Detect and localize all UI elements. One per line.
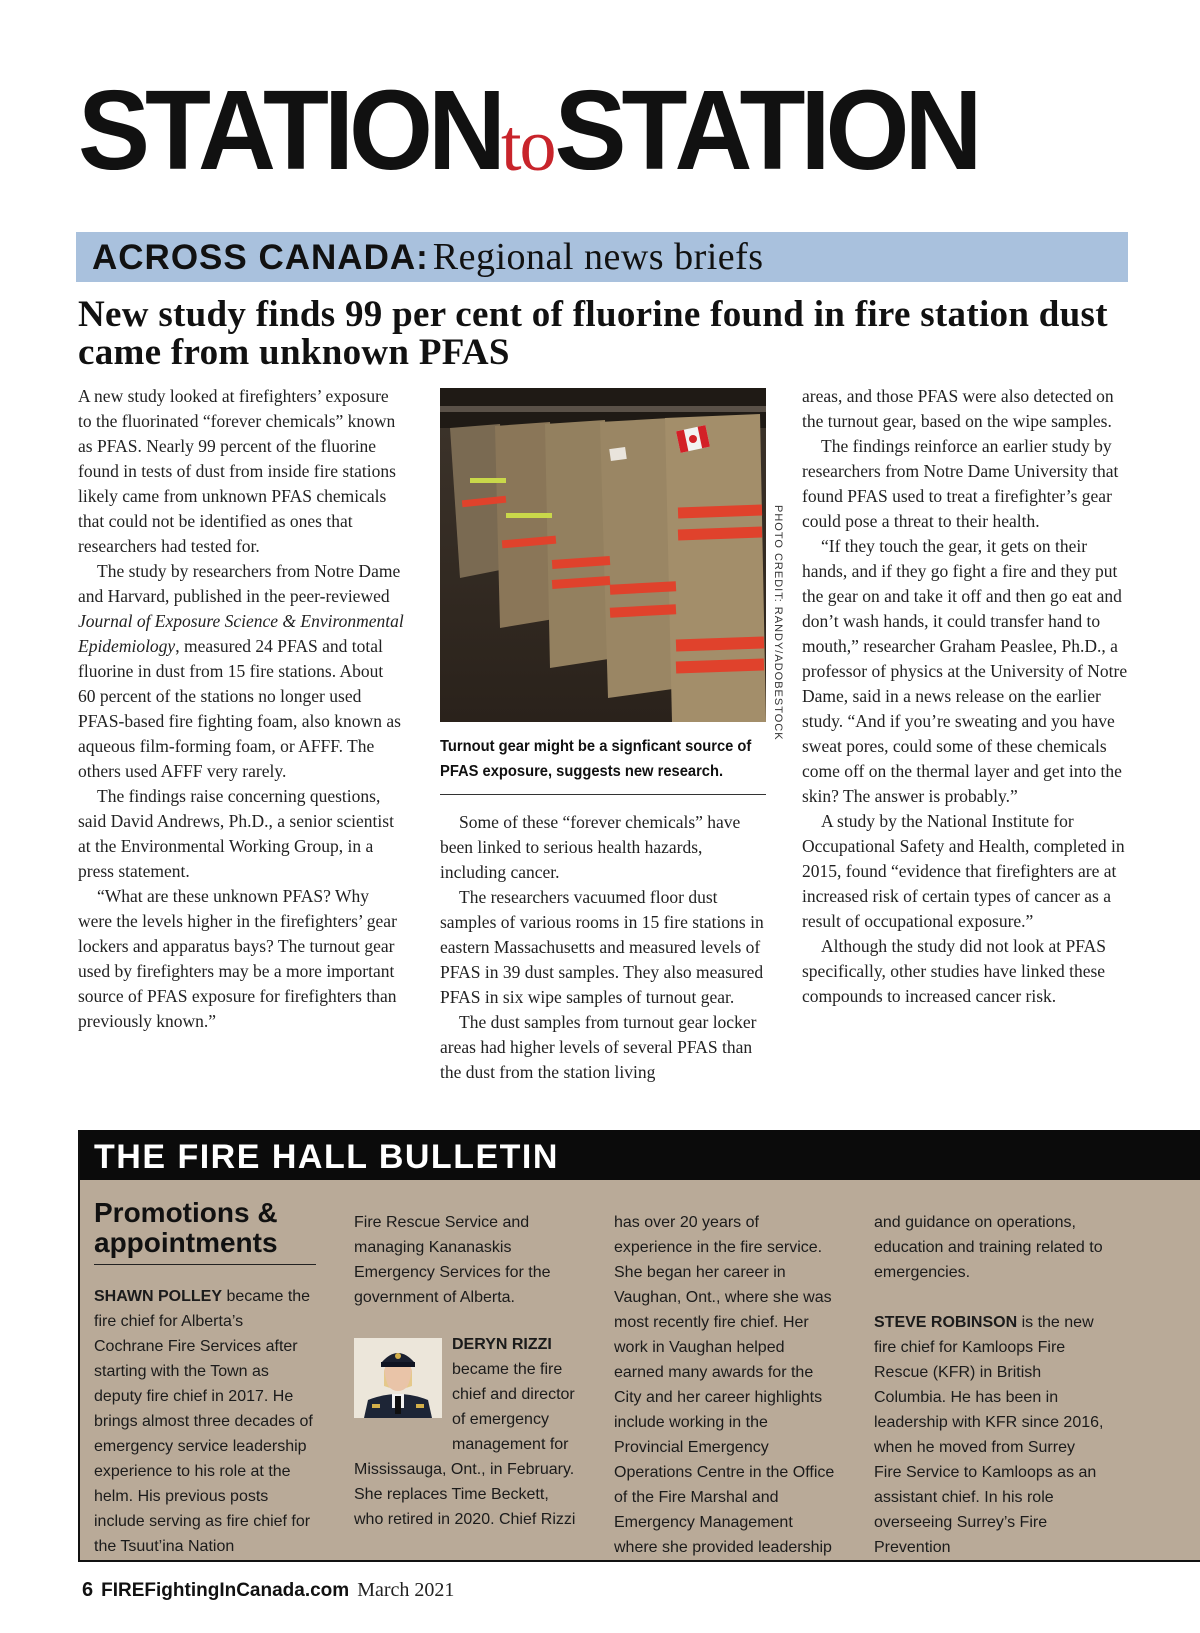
photo-credit (770, 492, 786, 741)
person-name: DERYN RIZZI (452, 1336, 552, 1353)
bulletin-header-bar (80, 1130, 1200, 1180)
paragraph: The findings raise concerning questions, said David Andrews, Ph.D., a senior scientist at the Environmental Working Group, in a press statement. (78, 786, 394, 881)
robinson-entry (874, 1310, 1104, 1560)
photo-credit-text: PHOTO CREDIT: RANDY/ADOBESTOCK (772, 505, 784, 741)
journal-title: Journal of Exposure Science & Environmental Epidemiology (78, 611, 404, 656)
section-banner (76, 232, 1128, 282)
masthead-station-2: STATION (554, 66, 978, 194)
section-lead: ACROSS CANADA: (92, 238, 429, 277)
turnout-gear-photo (440, 388, 766, 722)
rizzi-entry (452, 1332, 576, 1457)
turnout-gear-illustration (440, 388, 766, 722)
promotions-heading: Promotions & appointments (94, 1197, 278, 1258)
masthead-to: to (500, 105, 555, 187)
bulletin-column-4 (874, 1210, 1104, 1560)
paragraph: The findings reinforce an earlier study by researchers from Notre Dame University that found PFAS used to treat a firefighter’s gear could pose a threat to their health. (802, 436, 1119, 531)
entry-text: became the fire chief for Alberta’s Cochrane Fire Services after starting with the Town as deputy fire chief in 2017. He brings almost three decades of emergency service leadership experience to his role at the helm. His previous posts include serving as fire chief for the Tsuut’ina Nation (94, 1288, 313, 1555)
bulletin-column-3 (614, 1210, 836, 1560)
page-number: 6 (82, 1579, 94, 1601)
paragraph: The dust samples from turnout gear locker areas had higher levels of several PFAS than the dust from the station living (440, 1012, 757, 1082)
paragraph: “What are these unknown PFAS? Why were the levels higher in the firefighters’ gear lockers and apparatus bays? The turnout gear used by firefighters may be a more important source of PFAS exposure for firefighters than previously known.” (78, 886, 397, 1031)
caption-divider (440, 794, 766, 795)
photo-caption: Turnout gear might be a signficant source of PFAS exposure, suggests new research. (440, 738, 752, 780)
article-column-2 (440, 810, 766, 1085)
article-column-1 (78, 384, 404, 1034)
paragraph: Although the study did not look at PFAS specifically, other studies have linked these compounds to increased cancer risk. (802, 936, 1107, 1006)
footer-site: FIREFightingInCanada.com (101, 1580, 350, 1601)
masthead-title (78, 66, 978, 194)
article-column-3 (802, 384, 1134, 1009)
entry-text: has over 20 years of experience in the fire service. She began her career in Vaughan, Ont., where she was most recently fire chief. Her work in Vaughan helped earned many awards for the City and her career highlights include working in the Provincial Emergency Operations Centre in the Office of the Fire Marshal and Emergency Management where she provided leadership (614, 1214, 835, 1556)
article-headline: New study finds 99 per cent of fluorine found in fire station dust came from unknown PFAS (78, 294, 1108, 373)
person-name: SHAWN POLLEY (94, 1288, 223, 1305)
bulletin-column-1 (94, 1284, 316, 1559)
paragraph (78, 559, 404, 784)
portrait-illustration (354, 1338, 442, 1418)
paragraph: The researchers vacuumed floor dust samples of various rooms in 15 fire stations in eastern Massachusetts and measured levels of PFAS in 39 dust samples. They also measured PFAS in six wipe samples of turnout gear. (440, 887, 764, 1007)
deryn-rizzi-portrait (354, 1338, 442, 1418)
paragraph-text: , measured 24 PFAS and total fluorine in dust from 15 fire stations. About 60 percent of the stations no longer used PFAS-based fire fighting foam, also known as aqueous film-forming foam, or AFFF. The others used AFFF very rarely. (78, 636, 401, 781)
paragraph: Some of these “forever chemicals” have been linked to serious health hazards, including cancer. (440, 812, 741, 882)
paragraph: A new study looked at firefighters’ exposure to the fluorinated “forever chemicals” known as PFAS. Nearly 99 percent of the fluorine found in tests of dust from inside fire stations likely came from unknown PFAS chemicals that could not be identified as ones that researchers had tested for. (78, 386, 396, 556)
entry-text: became the fire chief and director of emergency management for (452, 1361, 575, 1453)
paragraph: “If they touch the gear, it gets on their hands, and if they go fight a fire and they put the gear on and take it off and then go eat and don’t wash hands, it could transfer hand to mouth,” researcher Graham Peaslee, Ph.D., a professor of physics at the University of Notre Dame, said in a news release on the earlier study. “And if you’re sweating and you have sweat pores, could some of these chemicals come off on the thermal layer and get into the skin? The answer is probably.” (802, 536, 1128, 806)
polley-entry (94, 1284, 316, 1559)
paragraph-text: The study by researchers from Notre Dame and Harvard, published in the peer-reviewed (78, 561, 401, 606)
page-footer (82, 1579, 454, 1602)
entry-text: is the new fire chief for Kamloops Fire Rescue (KFR) in British Columbia. He has been in leadership with KFR since 2016, when he moved from Surrey Fire Service to Kamloops as an assistant chief. In his role overseeing Surrey’s Fire Prevention (874, 1314, 1104, 1556)
entry-text: and guidance on operations, education and training related to emergencies. (874, 1214, 1103, 1281)
masthead-station-1: STATION (78, 66, 501, 194)
section-subtitle: Regional news briefs (432, 236, 764, 278)
promotions-divider (94, 1264, 316, 1265)
bulletin-column-2 (354, 1210, 576, 1310)
fire-hall-bulletin (78, 1130, 1200, 1562)
rizzi-entry-continued: Mississauga, Ont., in February. She replaces Time Beckett, who retired in 2020. Chief Rizzi (354, 1461, 576, 1528)
footer-date: March 2021 (357, 1579, 455, 1601)
bulletin-title: THE FIRE HALL BULLETIN (94, 1138, 559, 1176)
paragraph: areas, and those PFAS were also detected on the turnout gear, based on the wipe samples. (802, 386, 1114, 431)
paragraph: A study by the National Institute for Occupational Safety and Health, completed in 2015, found “evidence that firefighters are at increased risk of certain types of cancer as a result of occupational exposure.” (802, 811, 1125, 931)
entry-text: Fire Rescue Service and managing Kananaskis Emergency Services for the government of Alberta. (354, 1214, 551, 1306)
person-name: STEVE ROBINSON (874, 1314, 1018, 1331)
